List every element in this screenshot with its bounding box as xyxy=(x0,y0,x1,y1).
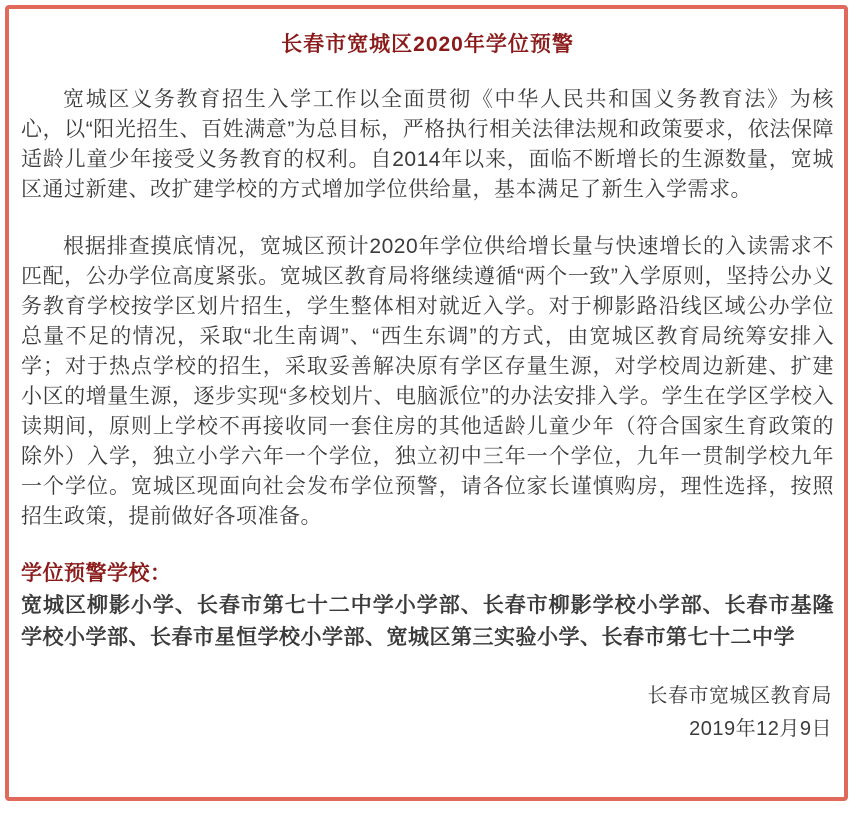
notice-paragraph-1: 宽城区义务教育招生入学工作以全面贯彻《中华人民共和国义务教育法》为核心，以“阳光招生、百姓满意”为总目标，严格执行相关法律法规和政策要求，依法保障适龄儿童少年接受义务教育的权利。自2014年以来，面临不断增长的生源数量，宽城区通过新建、改扩建学校的方式增加学位供给量，基本满足了新生入学需求。 xyxy=(21,88,834,201)
signature-date: 2019年12月9日 xyxy=(689,718,832,740)
warning-schools-label: 学位预警学校： xyxy=(21,562,172,585)
notice-paragraph-2: 根据排查摸底情况，宽城区预计2020年学位供给增长量与快速增长的入读需求不匹配，公办学位高度紧张。宽城区教育局将继续遵循“两个一致”入学原则，坚持公办义务教育学校按学区划片招生，学生整体相对就近入学。对于柳影路沿线区域公办学位总量不足的情况，采取“北生南调”、“西生东调”的方式，由宽城区教育局统筹安排入学；对于热点学校的招生，采取妥善解决原有学区存量生源，对学校周边新建、扩建小区的增量生源，逐步实现“多校划片、电脑派位”的办法安排入学。学生在学区学校入读期间，原则上学校不再接收同一套住房的其他适龄儿童少年（符合国家生育政策的除外）入学，独立小学六年一个学位，独立初中三年一个学位，九年一贯制学校九年一个学位。宽城区现面向社会发布学位预警，请各位家长谨慎购房，理性选择，按照招生政策，提前做好各项准备。 xyxy=(21,235,834,528)
notice-border-frame xyxy=(5,5,848,801)
notice-title: 长春市宽城区2020年学位预警 xyxy=(281,33,574,56)
signature-block xyxy=(21,680,832,746)
warning-schools-list: 宽城区柳影小学、长春市第七十二中学小学部、长春市柳影学校小学部、长春市基隆学校小学部、长春市星恒学校小学部、宽城区第三实验小学、长春市第七十二中学 xyxy=(21,594,834,649)
signature-issuer: 长春市宽城区教育局 xyxy=(647,685,832,707)
warning-schools-section xyxy=(21,558,834,654)
